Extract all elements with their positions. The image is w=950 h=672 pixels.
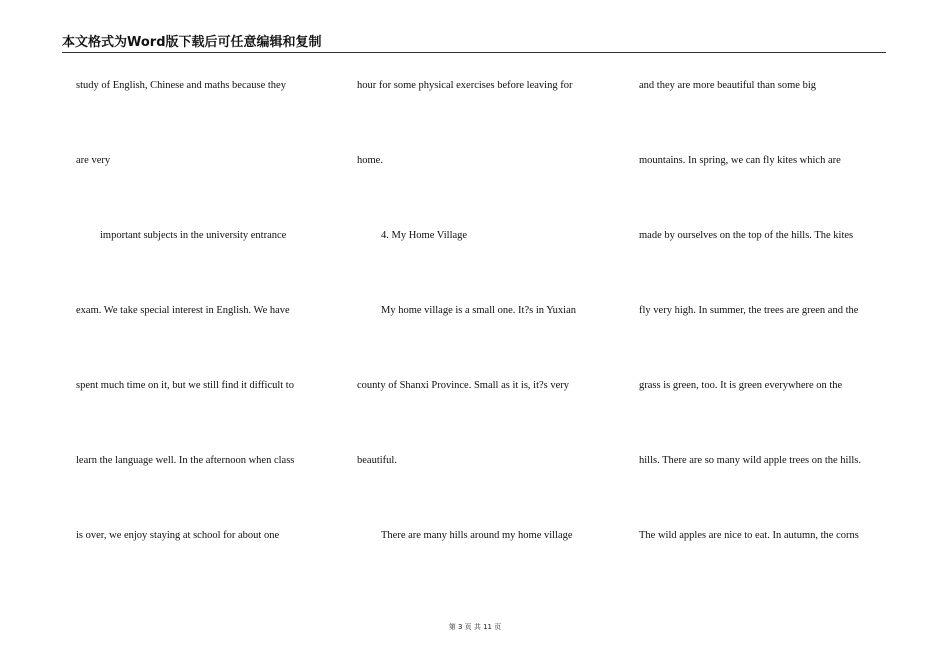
text-column-2 [357, 78, 607, 603]
text-line: The wild apples are nice to eat. In autumn, the corns [639, 530, 859, 541]
text-line: fly very high. In summer, the trees are green and the [639, 305, 859, 316]
section-heading: 4. My Home Village [381, 230, 468, 241]
page-header [62, 34, 886, 54]
text-line: are very [76, 155, 111, 166]
text-line: grass is green, too. It is green everywhere on the [639, 380, 843, 391]
page-number: 第 3 页 共 11 页 [448, 623, 502, 631]
text-line: hour for some physical exercises before leaving for [357, 80, 573, 91]
text-column-1 [76, 78, 326, 603]
text-line: important subjects in the university entrance [100, 230, 287, 241]
text-line: made by ourselves on the top of the hills. The kites [639, 230, 854, 241]
text-line: spent much time on it, but we still find it difficult to [76, 380, 294, 391]
text-line: hills. There are so many wild apple trees on the hills. [639, 455, 862, 466]
text-line: learn the language well. In the afternoon when class [76, 455, 295, 466]
text-line: and they are more beautiful than some big [639, 80, 816, 91]
text-column-3 [639, 78, 889, 603]
text-line: exam. We take special interest in English. We have [76, 305, 290, 316]
text-line: My home village is a small one. It?s in Yuxian [381, 305, 576, 316]
text-line: study of English, Chinese and maths because they [76, 80, 286, 91]
text-line: county of Shanxi Province. Small as it is, it?s very [357, 380, 570, 391]
text-line: beautiful. [357, 455, 397, 466]
text-line: There are many hills around my home village [381, 530, 573, 541]
text-line: is over, we enjoy staying at school for about one [76, 530, 280, 541]
text-line: mountains. In spring, we can fly kites which are [639, 155, 841, 166]
header-divider [62, 52, 886, 53]
header-title: 本文格式为Word版下载后可任意编辑和复制 [62, 35, 322, 50]
text-line: home. [357, 155, 383, 166]
